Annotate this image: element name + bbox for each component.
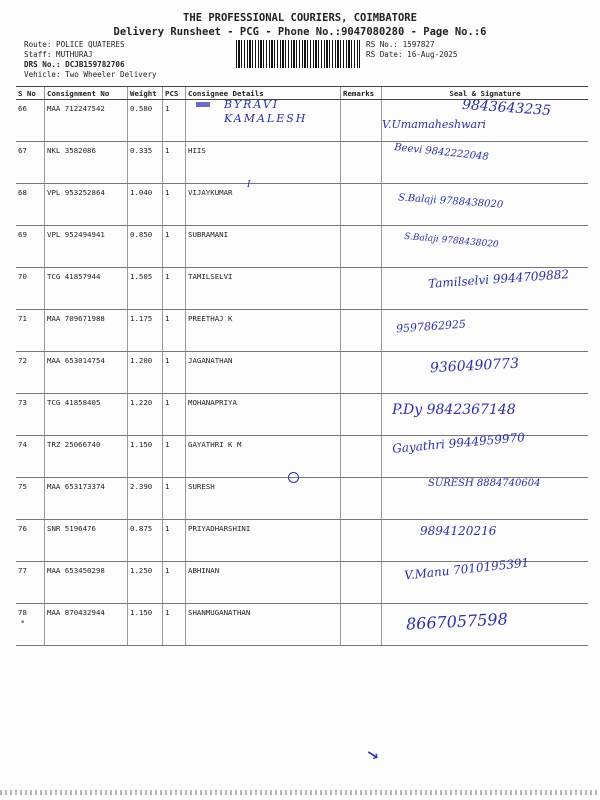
cell-sno: 68 [16,184,45,226]
handwritten-signature: 9894120216 [420,524,497,538]
cell-consignment: MAA 653014754 [45,352,128,394]
col-sno: S No [16,87,45,100]
cell-consignment: NKL 3582086 [45,142,128,184]
vehicle-field: Vehicle: Two Wheeler Delivery [24,70,157,79]
cell-sno: 70 [16,268,45,310]
cell-pcs: 1 [163,268,186,310]
cell-consignment: TRZ 25066740 [45,436,128,478]
cell-consignment: SNR 5196476 [45,520,128,562]
col-consignee: Consignee Details [186,87,341,100]
cell-consignment: TCG 41858405 [45,394,128,436]
cell-sno: 72 [16,352,45,394]
cell-consignee: SUBRAMANI [186,226,341,268]
cell-remarks [341,520,382,562]
handwritten-signature: P.Dy 9842367148 [392,402,516,418]
cell-remarks [341,394,382,436]
cell-weight: 1.150 [128,604,163,646]
cell-weight: 0.850 [128,226,163,268]
cell-pcs: 1 [163,142,186,184]
col-signature: Seal & Signature [382,87,589,100]
page-bottom-edge [0,790,600,795]
runsheet-meta-left [24,40,157,80]
cell-consignment: MAA 712247542 [45,100,128,142]
cell-consignee: ABHINAN [186,562,341,604]
cell-consignee: JAGANATHAN [186,352,341,394]
cell-weight: 1.250 [128,562,163,604]
col-pcs: PCS [163,87,186,100]
cell-consignment: TCG 41857944 [45,268,128,310]
cell-pcs: 1 [163,352,186,394]
cell-remarks [341,184,382,226]
cell-remarks [341,142,382,184]
cell-weight: 1.200 [128,352,163,394]
table-row [16,310,588,352]
cell-pcs: 1 [163,478,186,520]
cell-sno: 76 [16,520,45,562]
handwritten-signature: V.Umamaheshwari [382,118,486,131]
cell-weight: 1.150 [128,436,163,478]
cell-weight: 1.505 [128,268,163,310]
cell-remarks [341,562,382,604]
table-row [16,520,588,562]
cell-sno: 75 [16,478,45,520]
cell-consignment: MAA 653173374 [45,478,128,520]
cell-consignee: VIJAYKUMAR [186,184,341,226]
cell-consignment: MAA 709671988 [45,310,128,352]
cell-weight: 2.390 [128,478,163,520]
strikethrough-mark [196,102,210,107]
cell-pcs: 1 [163,436,186,478]
handwritten-signature: V.Manu 7010195391 [403,555,530,583]
cell-sno: 67 [16,142,45,184]
cell-consignee: GAYATHRI K M [186,436,341,478]
handwritten-signature: 9360490773 [429,355,520,377]
runsheet-subtitle: Delivery Runsheet - PCG - Phone No.:9047080280 - Page No.:6 [113,26,487,38]
table-row [16,226,588,268]
handwritten-signature: 8667057598 [405,609,509,634]
cell-remarks [341,268,382,310]
cell-sno: 73 [16,394,45,436]
rs-number: RS No.: 1597827 [366,40,435,49]
handwritten-mark: I [247,180,251,190]
cell-consignee: MOHANAPRIYA [186,394,341,436]
table-row [16,142,588,184]
pen-scribble-mark: ↘ [363,739,381,765]
handwritten-phone: 9843643235 [461,96,552,120]
cell-weight: 1.175 [128,310,163,352]
cell-pcs: 1 [163,394,186,436]
cell-consignee: SURESH [186,478,341,520]
cell-weight: 1.220 [128,394,163,436]
cell-pcs: 1 [163,520,186,562]
cell-sno: 77 [16,562,45,604]
cell-consignee: SHANMUGANATHAN [186,604,341,646]
cell-remarks [341,310,382,352]
cell-pcs: 1 [163,184,186,226]
cell-weight: 0.580 [128,100,163,142]
cell-sno: 66 [16,100,45,142]
route-field: Route: POLICE QUATERES [24,40,125,49]
cell-consignment: VPL 952494941 [45,226,128,268]
handwritten-signature: SURESH 8884740604 [428,478,541,489]
cell-sno: 78 [16,604,45,646]
cell-consignment: MAA 653450298 [45,562,128,604]
col-weight: Weight [128,87,163,100]
cell-remarks [341,478,382,520]
handwritten-signature: Tamilselvi 9944709882 [427,267,570,291]
runsheet-meta-right [366,40,457,60]
cell-pcs: 1 [163,100,186,142]
cell-pcs: 1 [163,604,186,646]
cell-weight: 1.040 [128,184,163,226]
cell-sno: 69 [16,226,45,268]
cell-consignee: PRIYADHARSHINI [186,520,341,562]
handwritten-consignee: BYRAVI KAMALESH [224,98,308,125]
cell-sno: 71 [16,310,45,352]
cell-remarks [341,352,382,394]
barcode-icon [236,40,360,68]
handwritten-signature: 9597862925 [395,317,467,336]
cell-pcs: 1 [163,310,186,352]
cell-remarks [341,226,382,268]
handwritten-signature: S.Balaji 9788438020 [397,192,504,211]
cell-weight: 0.875 [128,520,163,562]
handwritten-signature: S.Balaji 9788438020 [403,231,499,251]
handwritten-signature: Gayathri 9944959970 [391,430,526,456]
cell-pcs: 1 [163,562,186,604]
staff-field: Staff: MUTHURAJ [24,50,93,59]
drs-number: DRS No.: DCJB159782706 [24,60,125,69]
col-remarks: Remarks [341,87,382,100]
cell-remarks [341,436,382,478]
handwritten-signature: Beevi 9842222048 [393,142,490,163]
rs-date: RS Date: 16-Aug-2025 [366,50,458,59]
cell-consignment: MAA 870432944 [45,604,128,646]
pen-dot-mark: • [20,618,26,628]
cell-weight: 0.335 [128,142,163,184]
cell-pcs: 1 [163,226,186,268]
cell-consignment: VPL 953252864 [45,184,128,226]
cell-consignee: HIIS [186,142,341,184]
col-consignment: Consignment No [45,87,128,100]
cell-sno: 74 [16,436,45,478]
company-title: THE PROFESSIONAL COURIERS, COIMBATORE [183,12,417,24]
cell-remarks [341,604,382,646]
cell-consignee: TAMILSELVI [186,268,341,310]
circle-mark [288,472,299,483]
cell-consignee: PREETHAJ K [186,310,341,352]
